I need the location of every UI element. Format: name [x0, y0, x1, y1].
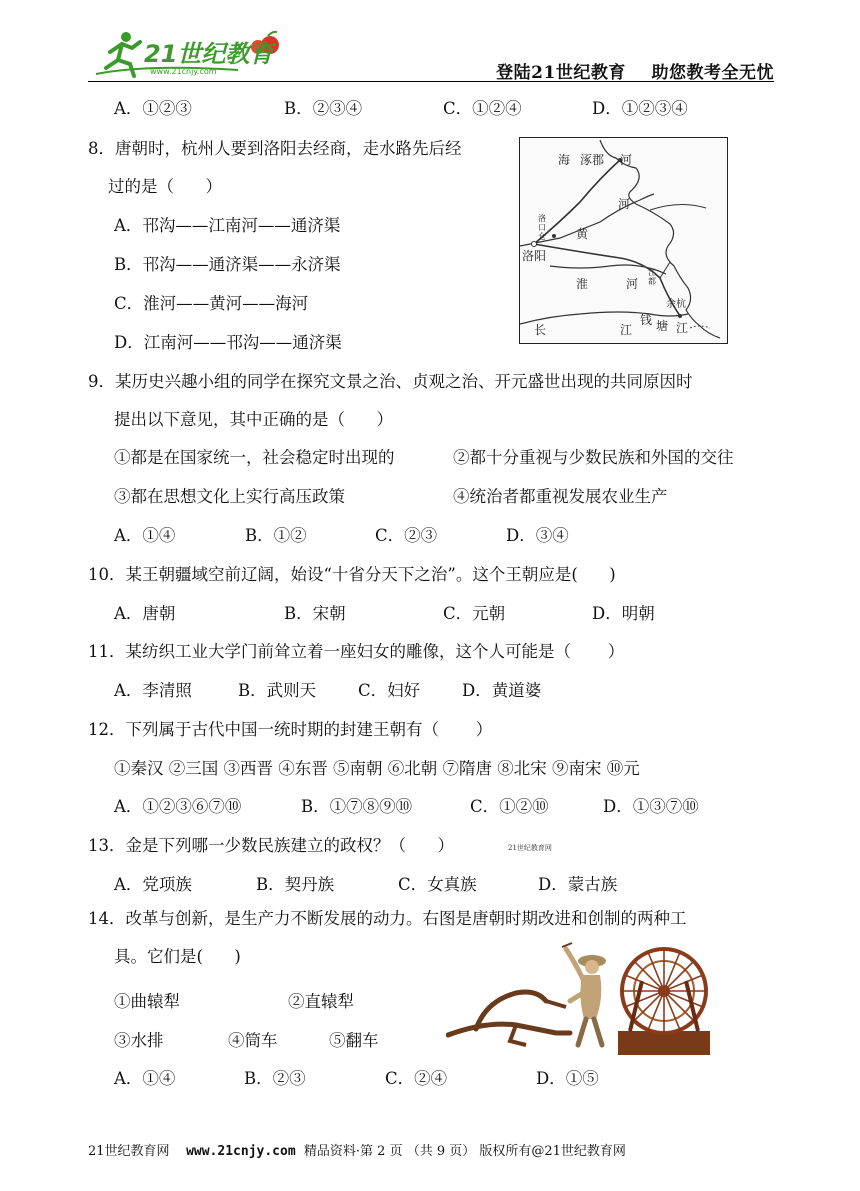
q14-stem-cont: 具。它们是( )	[114, 947, 241, 966]
q9-option-c: C．②③	[375, 526, 438, 545]
q14-item-2: ②直辕犁	[288, 992, 354, 1011]
svg-text:www.21cnjy.com: www.21cnjy.com	[150, 67, 217, 76]
q10-option-b: B．宋朝	[284, 604, 346, 623]
map-label-zhuojun: 涿郡	[580, 153, 605, 167]
q9-statement-4: ④统治者都重视发展农业生产	[453, 487, 668, 506]
header-slogan: 登陆21世纪教育 助您教考全无忧	[496, 63, 774, 83]
water-wheel-icon	[618, 949, 710, 1055]
grand-canal-map	[519, 137, 728, 344]
q7-option-b: B．②③④	[284, 99, 363, 118]
q9-option-d: D．③④	[506, 526, 569, 545]
q9-statement-2: ②都十分重视与少数民族和外国的交往	[453, 448, 734, 467]
map-label-tang: 塘	[656, 319, 669, 333]
q12-option-d: D．①③⑦⑩	[603, 797, 699, 816]
q13-stem: 13．金是下列哪一少数民族建立的政权？（ ）	[88, 836, 454, 855]
q12-stem: 12．下列属于古代中国一统时期的封建王朝有（ ）	[88, 720, 493, 739]
q14-item-1: ①曲辕犁	[114, 992, 180, 1011]
q8-stem: 8．唐朝时，杭州人要到洛阳去经商，走水路先后经	[88, 139, 462, 158]
map-label-qian: 钱	[640, 313, 653, 327]
q9-statement-1: ①都是在国家统一，社会稳定时出现的	[114, 448, 395, 467]
q13-option-b: B．契丹族	[256, 875, 335, 894]
q8-option-c: C．淮河——黄河——海河	[114, 294, 309, 313]
map-label-luoyang: 洛阳	[522, 249, 547, 263]
q8-option-a: A．邗沟——江南河——通济渠	[114, 216, 341, 235]
q14-option-d: D．①⑤	[536, 1069, 599, 1088]
q14-item-4: ④筒车	[228, 1031, 278, 1050]
footer-site: 21世纪教育网	[88, 1144, 170, 1159]
svg-text:21世纪教育: 21世纪教育	[144, 40, 274, 68]
map-label-he3: 河	[626, 277, 639, 291]
q12-option-b: B．①⑦⑧⑨⑩	[301, 797, 413, 816]
q14-option-b: B．②③	[244, 1069, 306, 1088]
q7-option-c: C．①②④	[443, 99, 522, 118]
q11-option-b: B．武则天	[238, 681, 317, 700]
map-label-chang: 长	[534, 323, 547, 337]
q13-option-d: D．蒙古族	[538, 875, 618, 894]
q12-items: ①秦汉 ②三国 ③西晋 ④东晋 ⑤南朝 ⑥北朝 ⑦隋唐 ⑧北宋 ⑨南宋 ⑩元	[114, 759, 640, 778]
map-label-he2: 河	[618, 197, 631, 211]
site-logo	[88, 28, 288, 82]
map-label-jiang2: 江	[676, 321, 689, 335]
q10-option-d: D．明朝	[592, 604, 655, 623]
q11-option-c: C．妇好	[358, 681, 421, 700]
farmer-icon	[562, 943, 606, 1045]
map-label-sea: 海	[558, 153, 571, 167]
q11-option-d: D．黄道婆	[462, 681, 542, 700]
q13-watermark: 21世纪教育网	[508, 844, 552, 852]
map-label-huang: 黄	[576, 227, 589, 241]
map-label-luokou: 洛口仓	[538, 214, 546, 241]
page-footer	[88, 1140, 626, 1159]
q14-option-c: C．②④	[385, 1069, 448, 1088]
tang-tools-illustration	[446, 941, 710, 1056]
q13-option-c: C．女真族	[398, 875, 477, 894]
map-label-jiang1: 江	[620, 323, 633, 337]
map-label-jiangdu: 江都	[648, 268, 656, 286]
map-label-yuhang: 余杭	[666, 299, 686, 310]
q14-item-3: ③水排	[114, 1031, 164, 1050]
q10-option-a: A．唐朝	[114, 604, 176, 623]
q7-option-a: A．①②③	[114, 99, 192, 118]
q13-option-a: A．党项族	[114, 875, 192, 894]
map-label-he1: 河	[620, 153, 633, 167]
footer-info: 精品资料·第 2 页 （共 9 页） 版权所有@21世纪教育网	[303, 1144, 626, 1159]
q12-option-a: A．①②③⑥⑦⑩	[114, 797, 242, 816]
curved-plough-icon	[448, 992, 570, 1045]
q10-stem: 10．某王朝疆域空前辽阔，始设“十省分天下之治”。这个王朝应是( )	[88, 565, 616, 584]
q9-statement-3: ③都在思想文化上实行高压政策	[114, 487, 345, 506]
q8-option-d: D．江南河——邗沟——通济渠	[114, 333, 342, 352]
q14-option-a: A．①④	[114, 1069, 176, 1088]
q9-option-a: A．①④	[114, 526, 176, 545]
map-label-huai: 淮	[576, 277, 589, 291]
footer-url[interactable]: www.21cnjy.com	[186, 1144, 296, 1159]
q14-stem: 14．改革与创新，是生产力不断发展的动力。右图是唐朝时期改进和创制的两种工	[88, 909, 687, 928]
q8-stem-cont: 过的是（ ）	[108, 177, 222, 196]
q11-option-a: A．李清照	[114, 681, 192, 700]
page-header	[88, 28, 774, 82]
header-divider	[88, 81, 774, 82]
q8-option-b: B．邗沟——通济渠——永济渠	[114, 255, 341, 274]
q14-item-5: ⑤翻车	[329, 1031, 379, 1050]
q9-option-b: B．①②	[245, 526, 307, 545]
q12-option-c: C．①②⑩	[470, 797, 549, 816]
q11-stem: 11．某纺织工业大学门前耸立着一座妇女的雕像，这个人可能是（ ）	[88, 642, 625, 661]
q9-stem: 9．某历史兴趣小组的同学在探究文景之治、贞观之治、开元盛世出现的共同原因时	[88, 372, 693, 391]
q10-option-c: C．元朝	[443, 604, 506, 623]
q7-option-d: D．①②③④	[592, 99, 688, 118]
q9-stem-cont: 提出以下意见，其中正确的是（ ）	[114, 410, 393, 429]
